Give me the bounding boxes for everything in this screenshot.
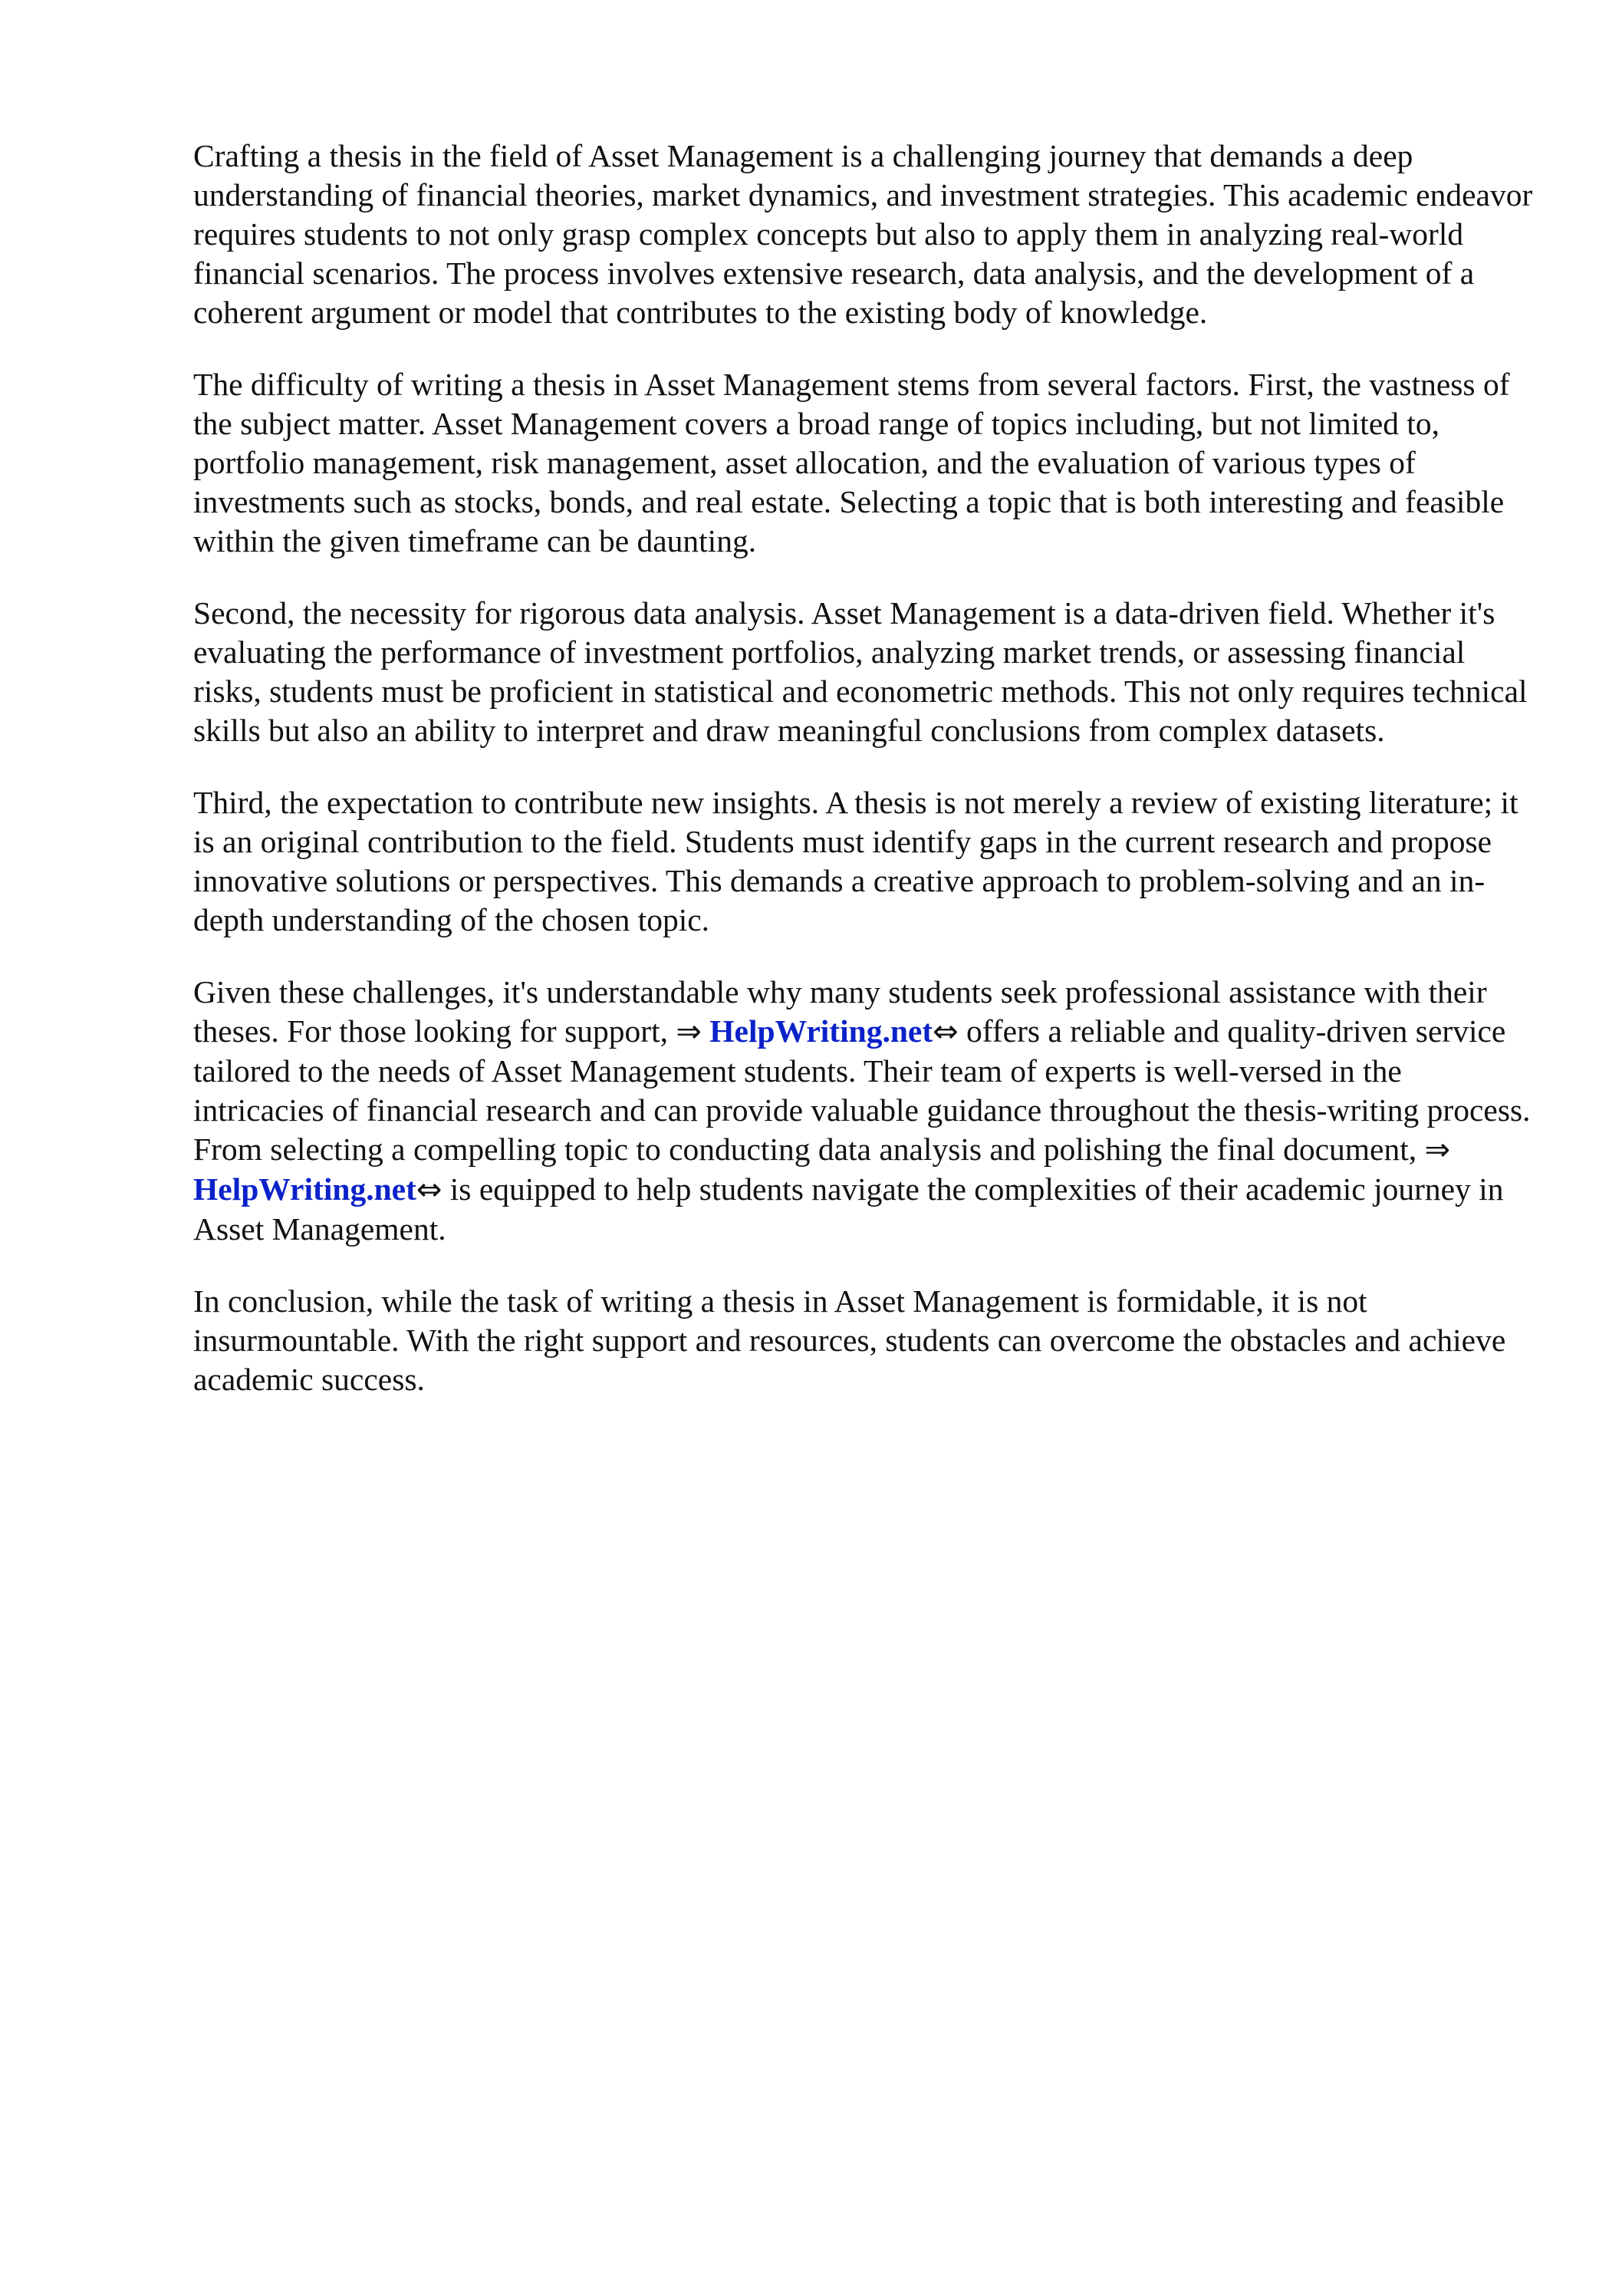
helpwriting-link-1[interactable]: HelpWriting.net [709, 1013, 933, 1049]
double-arrow-icon: ⇔ [416, 1172, 443, 1207]
helpwriting-link-2[interactable]: HelpWriting.net [193, 1171, 416, 1207]
document-body [193, 137, 1539, 1432]
assistance-text-1: Given these challenges, it's understandable why many students seek professional assistance with their theses. For those looking for support, [193, 974, 1487, 1049]
paragraph-data-analysis: Second, the necessity for rigorous data analysis. Asset Management is a data-driven field. Whether it's evaluating the performance of investment portfolios, analyzing market trends, or assessing financial risks, students must be proficient in statistical and econometric methods. This not only requires technical skills but also an ability to interpret and draw meaningful conclusions from complex datasets. [193, 595, 1528, 748]
paragraph-difficulty: The difficulty of writing a thesis in Asset Management stems from several factors. First, the vastness of the subject matter. Asset Management covers a broad range of topics including, but not limited to, portfolio management, risk management, asset allocation, and the evaluation of various types of investments such as stocks, bonds, and real estate. Selecting a topic that is both interesting and feasible within the given timeframe can be daunting. [193, 367, 1510, 558]
assistance-text-3: is equipped to help students navigate the complexities of their academic journey in Asset Management. [193, 1171, 1504, 1247]
right-arrow-icon: ⇒ [1424, 1132, 1450, 1168]
paragraph-new-insights: Third, the expectation to contribute new insights. A thesis is not merely a review of existing literature; it is an original contribution to the field. Students must identify gaps in the current research and propose innovative solutions or perspectives. This demands a creative approach to problem-solving and an in-depth understanding of the chosen topic. [193, 785, 1518, 937]
paragraph-conclusion: In conclusion, while the task of writing a thesis in Asset Management is formidable, it is not insurmountable. With the right support and resources, students can overcome the obstacles and achieve academic success. [193, 1283, 1506, 1397]
paragraph-intro: Crafting a thesis in the field of Asset Management is a challenging journey that demands a deep understanding of financial theories, market dynamics, and investment strategies. This academic endeavor requires students to not only grasp complex concepts but also to apply them in analyzing real-world financial scenarios. The process involves extensive research, data analysis, and the development of a coherent argument or model that contributes to the existing body of knowledge. [193, 138, 1533, 330]
double-arrow-icon: ⇔ [933, 1014, 959, 1049]
right-arrow-icon: ⇒ [676, 1014, 702, 1049]
assistance-text-2: offers a reliable and quality-driven service tailored to the needs of Asset Management students. Their team of experts is well-versed in the intricacies of financial research and can provide valuable guidance throughout the thesis-writing process. From selecting a compelling topic to conducting data analysis and polishing the final document, [193, 1013, 1531, 1167]
paragraph-assistance [193, 973, 1539, 1249]
